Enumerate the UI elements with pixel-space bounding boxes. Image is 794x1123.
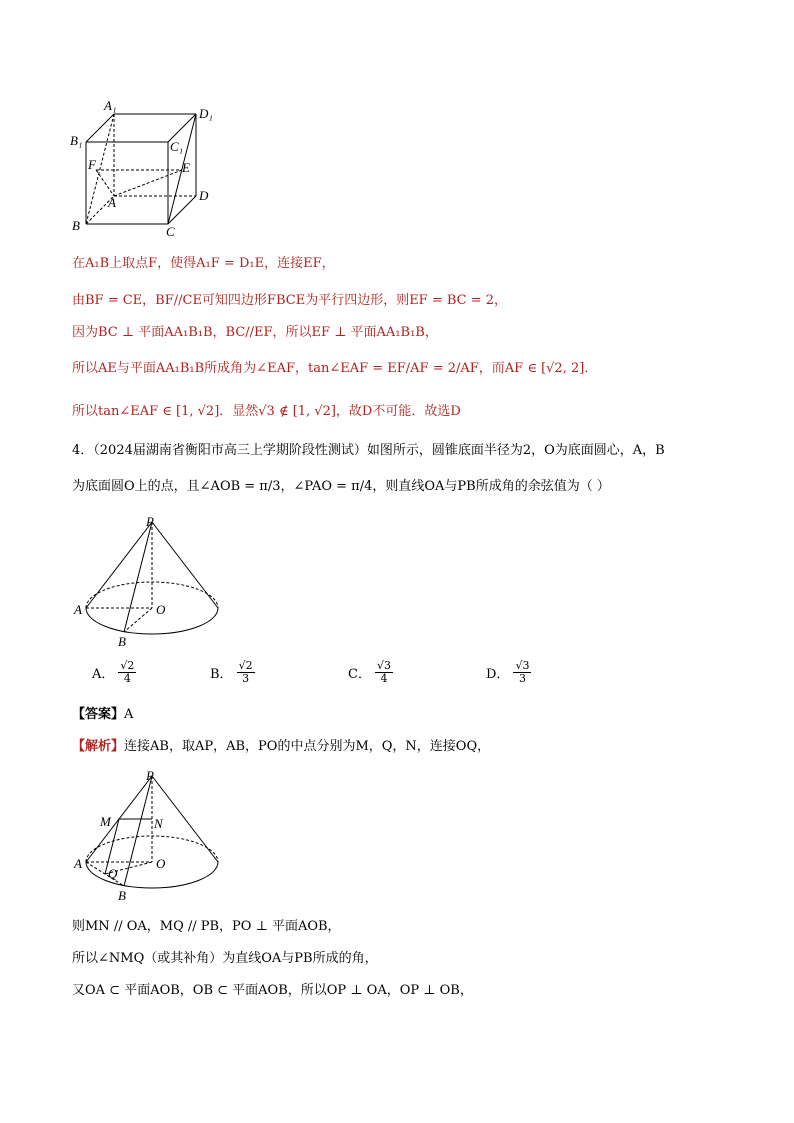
solution-line-4: 所以AE与平面AA₁B₁B所成角为∠EAF，tan∠EAF = EF/AF = 2/AF，而AF ∈ [√2, 2]．: [72, 361, 598, 376]
option-c-label: C．: [348, 667, 371, 682]
solution-line-1: 在A₁B上取点F，使得A₁F = D₁E，连接EF，: [72, 256, 335, 271]
answer-line: [72, 706, 133, 724]
option-d[interactable]: [486, 660, 531, 685]
solution-line-2: 由BF = CE，BF//CE可知四边形FBCE为平行四边形，则EF = BC = 2，: [72, 293, 508, 308]
answer-value: A: [124, 707, 134, 722]
option-d-fraction: $\frac{√3}{3}$: [515, 659, 530, 685]
label-o: O: [156, 602, 166, 617]
label-b: B: [118, 634, 126, 649]
label-b: B: [72, 218, 80, 233]
option-b-label: B．: [210, 667, 233, 682]
option-c[interactable]: [348, 660, 393, 685]
label-a: A: [108, 195, 116, 210]
solution-line-3: 因为BC ⊥ 平面AA₁B₁B，BC//EF，所以EF ⊥ 平面AA₁B₁B，: [72, 325, 438, 340]
label-m: M: [100, 814, 111, 829]
label-o: O: [156, 856, 166, 871]
label-a: A: [74, 856, 82, 871]
label-n: N: [154, 816, 163, 831]
label-q: Q: [108, 866, 118, 881]
option-a[interactable]: [92, 660, 136, 685]
solution-line-5: 所以tan∠EAF ∈ [1, √2]．显然√3 ∉ [1, √2]，故D不可能．故选D: [72, 404, 461, 419]
label-c1: C₁: [170, 139, 184, 154]
question-line-2: 为底面圆O上的点，且∠AOB = π/3，∠PAO = π/4，则直线OA与PB所成角的余弦值为（ ）: [72, 479, 610, 494]
tail-line-3: 又OA ⊂ 平面AOB，OB ⊂ 平面AOB，所以OP ⊥ OA，OP ⊥ OB，: [72, 983, 473, 998]
option-a-label: A．: [92, 667, 115, 682]
label-c: C: [166, 224, 175, 239]
label-a1: A₁: [104, 100, 117, 113]
cube-figure: [66, 100, 226, 240]
cone-midpoints-figure: [68, 766, 228, 906]
question-line-1: 4．（2024届湖南省衡阳市高三上学期阶段性测试）如图所示，圆锥底面半径为2，O为底面圆心，A，B: [72, 443, 665, 458]
option-c-fraction: $\frac{√3}{4}$: [376, 659, 391, 685]
label-a: A: [74, 602, 82, 617]
label-b1: B₁: [70, 133, 83, 148]
label-p: P: [146, 768, 154, 783]
tail-line-1: 则MN // OA，MQ // PB，PO ⊥ 平面AOB，: [72, 919, 341, 934]
label-b: B: [118, 888, 126, 903]
option-d-label: D．: [486, 667, 510, 682]
tail-line-2: 所以∠NMQ（或其补角）为直线OA与PB所成的角，: [72, 951, 378, 966]
answer-tag: 【答案】: [72, 707, 125, 722]
option-b-fraction: $\frac{√2}{3}$: [238, 659, 253, 685]
analysis-text: 连接AB，取AP，AB，PO的中点分别为M，Q，N，连接OQ，: [124, 739, 491, 754]
label-d: D: [199, 188, 209, 203]
label-f: F: [88, 157, 96, 172]
label-p: P: [146, 514, 154, 529]
label-e: E: [182, 160, 190, 175]
option-a-fraction: $\frac{√2}{4}$: [120, 659, 135, 685]
analysis-tag: 【解析】: [72, 739, 125, 754]
option-b[interactable]: [210, 660, 255, 685]
cone-figure: [68, 512, 228, 652]
label-d1: D₁: [199, 106, 213, 121]
analysis-line: [72, 738, 490, 756]
